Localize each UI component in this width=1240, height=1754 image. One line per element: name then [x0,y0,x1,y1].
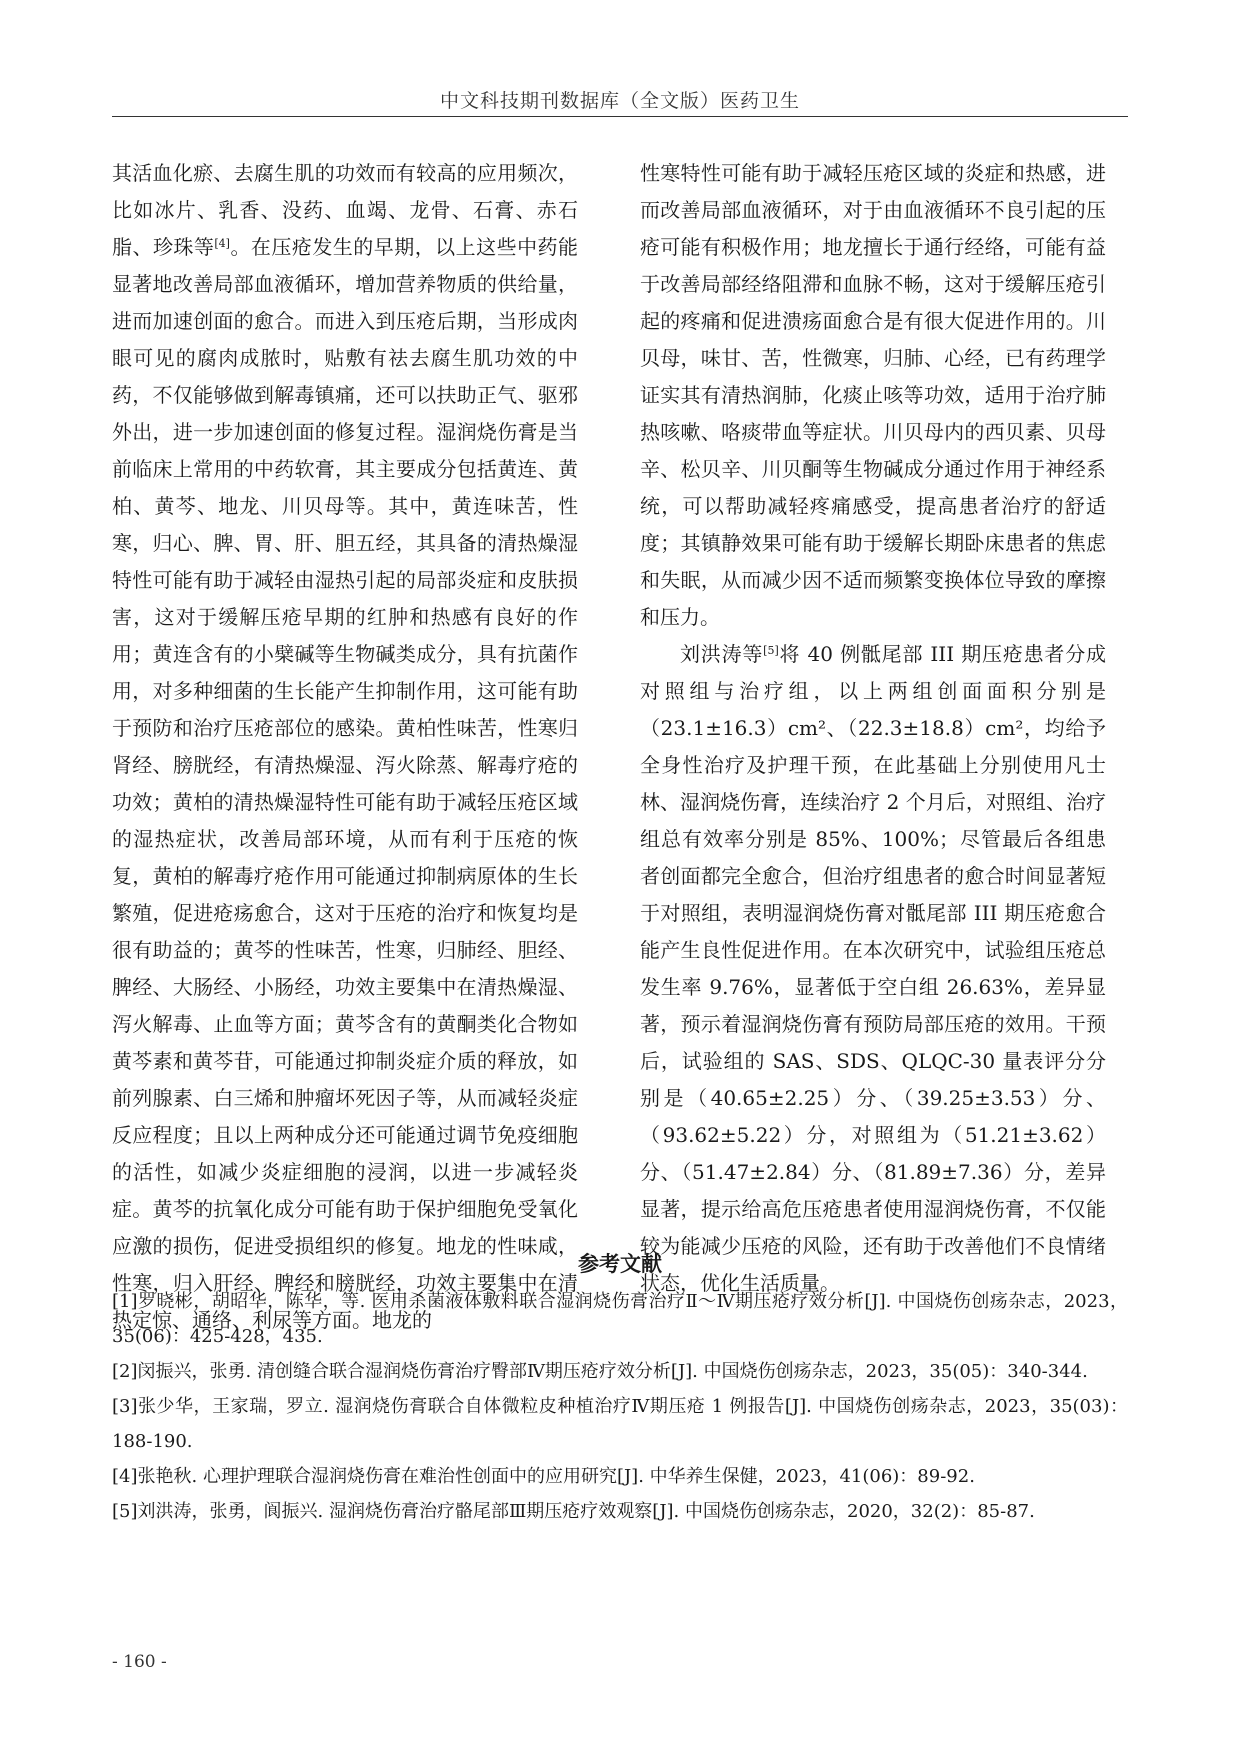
body-text: 其活血化瘀、去腐生肌的功效而有较高的应用频次，比如冰片、乳香、没药、血竭、龙骨、石膏、赤石脂、珍珠等 [112,161,578,259]
right-column [640,155,1106,1302]
reference-item: [4]张艳秋. 心理护理联合湿润烧伤膏在难治性创面中的应用研究[J]. 中华养生保健，2023，41(06)：89-92. [112,1466,975,1487]
reference-item: [3]张少华，王家瑞，罗立. 湿润烧伤膏联合自体微粒皮种植治疗Ⅳ期压疮 1 例报告[J]. 中国烧伤创疡杂志，2023，35(03)：188-190. [112,1396,1128,1452]
reference-item: [1]罗晓彬，胡昭华，陈华，等. 医用杀菌液体敷料联合湿润烧伤膏治疗Ⅱ～Ⅳ期压疮疗效分析[J]. 中国烧伤创疡杂志，2023，35(06)：425-428，435. [112,1291,1128,1347]
body-paragraph [112,155,578,1339]
body-paragraph [640,636,1106,1302]
references-heading: 参考文献 [578,1252,662,1276]
page-number: - 160 - [112,1652,167,1672]
left-column [112,155,578,1339]
body-text: 刘洪涛等 [680,642,764,666]
body-paragraph: 性寒特性可能有助于减轻压疮区域的炎症和热感，进而改善局部血液循环，对于由血液循环不良引起的压疮可能有积极作用；地龙擅长于通行经络，可能有益于改善局部经络阻滞和血脉不畅，这对于缓解压疮引起的疼痛和促进溃疡面愈合是有很大促进作用的。川贝母，味甘、苦，性微寒，归肺、心经，已有药理学证实其有清热润肺，化痰止咳等功效，适用于治疗肺热咳嗽、咯痰带血等症状。川贝母内的西贝素、贝母辛、松贝辛、川贝酮等生物碱成分通过作用于神经系统，可以帮助减轻疼痛感受，提高患者治疗的舒适度；其镇静效果可能有助于缓解长期卧床患者的焦虑和失眠，从而减少因不适而频繁变换体位导致的摩擦和压力。 [640,161,1106,629]
references-list [112,1284,1128,1529]
journal-header: 中文科技期刊数据库（全文版）医药卫生 [439,90,800,112]
body-text: 。在压疮发生的早期，以上这些中药能显著地改善局部血液循环，增加营养物质的供给量，进而加速创面的愈合。而进入到压疮后期，当形成肉眼可见的腐肉成脓时，贴敷有祛去腐生肌功效的中药，不仅能够做到解毒镇痛，还可以扶助正气、驱邪外出，进一步加速创面的修复过程。湿润烧伤膏是当前临床上常用的中药软膏，其主要成分包括黄连、黄柏、黄芩、地龙、川贝母等。其中，黄连味苦，性寒，归心、脾、胃、肝、胆五经，其具备的清热燥湿特性可能有助于减轻由湿热引起的局部炎症和皮肤损害，这对于缓解压疮早期的红肿和热感有良好的作用；黄连含有的小檗碱等生物碱类成分，具有抗菌作用，对多种细菌的生长能产生抑制作用，这可能有助于预防和治疗压疮部位的感染。黄柏性味苦，性寒归肾经、膀胱经，有清热燥湿、泻火除蒸、解毒疗疮的功效；黄柏的清热燥湿特性可能有助于减轻压疮区域的湿热症状，改善局部环境，从而有利于压疮的恢复，黄柏的解毒疗疮作用可能通过抑制病原体的生长繁殖，促进疮疡愈合，这对于压疮的治疗和恢复均是很有助益的；黄芩的性味苦，性寒，归肺经、胆经、脾经、大肠经、小肠经，功效主要集中在清热燥湿、泻火解毒、止血等方面；黄芩含有的黄酮类化合物如黄芩素和黄芩苷，可能通过抑制炎症介质的释放，如前列腺素、白三烯和肿瘤坏死因子等，从而减轻炎症反应程度；且以上两种成分还可能通过调节免疫细胞的活性，如减少炎症细胞的浸润，以进一步减轻炎症。黄芩的抗氧化成分可能有助于保护细胞免受氧化应激的损伤，促进受损组织的修复。地龙的性味咸，性寒，归入肝经、脾经和膀胱经，功效主要集中在清热定惊、通络、利尿等方面。地龙的 [112,235,579,1332]
citation[interactable]: [4] [214,237,230,250]
body-text: 将 40 例骶尾部 III 期压疮患者分成对照组与治疗组，以上两组创面面积分别是（23.1±16.3）cm²、（22.3±18.8）cm²，均给予全身性治疗及护理干预，在此基础上分别使用凡士林、湿润烧伤膏，连续治疗 2 个月后，对照组、治疗组总有效率分别是 85%、100%；尽管最后各组患者创面都完全愈合，但治疗组患者的愈合时间显著短于对照组，表明湿润烧伤膏对骶尾部 III 期压疮愈合能产生良性促进作用。在本次研究中，试验组压疮总发生率 9.76%，显著低于空白组 26.63%，差异显著，预示着湿润烧伤膏有预防局部压疮的效用。干预后，试验组的 SAS、SDS、QLQC-30 量表评分分别是（40.65±2.25）分、（39.25±3.53）分、（93.62±5.22）分，对照组为（51.21±3.62）分、（51.47±2.84）分、（81.89±7.36）分，差异显著，提示给高危压疮患者使用湿润烧伤膏，不仅能较为能减少压疮的风险，还有助于改善他们不良情绪状态，优化生活质量。 [640,642,1106,1295]
reference-item: [2]闵振兴，张勇. 清创缝合联合湿润烧伤膏治疗臀部Ⅳ期压疮疗效分析[J]. 中国烧伤创疡杂志，2023，35(05)：340-344. [112,1361,1088,1382]
header-divider [112,116,1128,117]
citation[interactable]: [5] [763,644,779,657]
reference-item: [5]刘洪涛，张勇，阆振兴. 湿润烧伤膏治疗骼尾部Ⅲ期压疮疗效观察[J]. 中国烧伤创疡杂志，2020，32(2)：85-87. [112,1501,1035,1522]
